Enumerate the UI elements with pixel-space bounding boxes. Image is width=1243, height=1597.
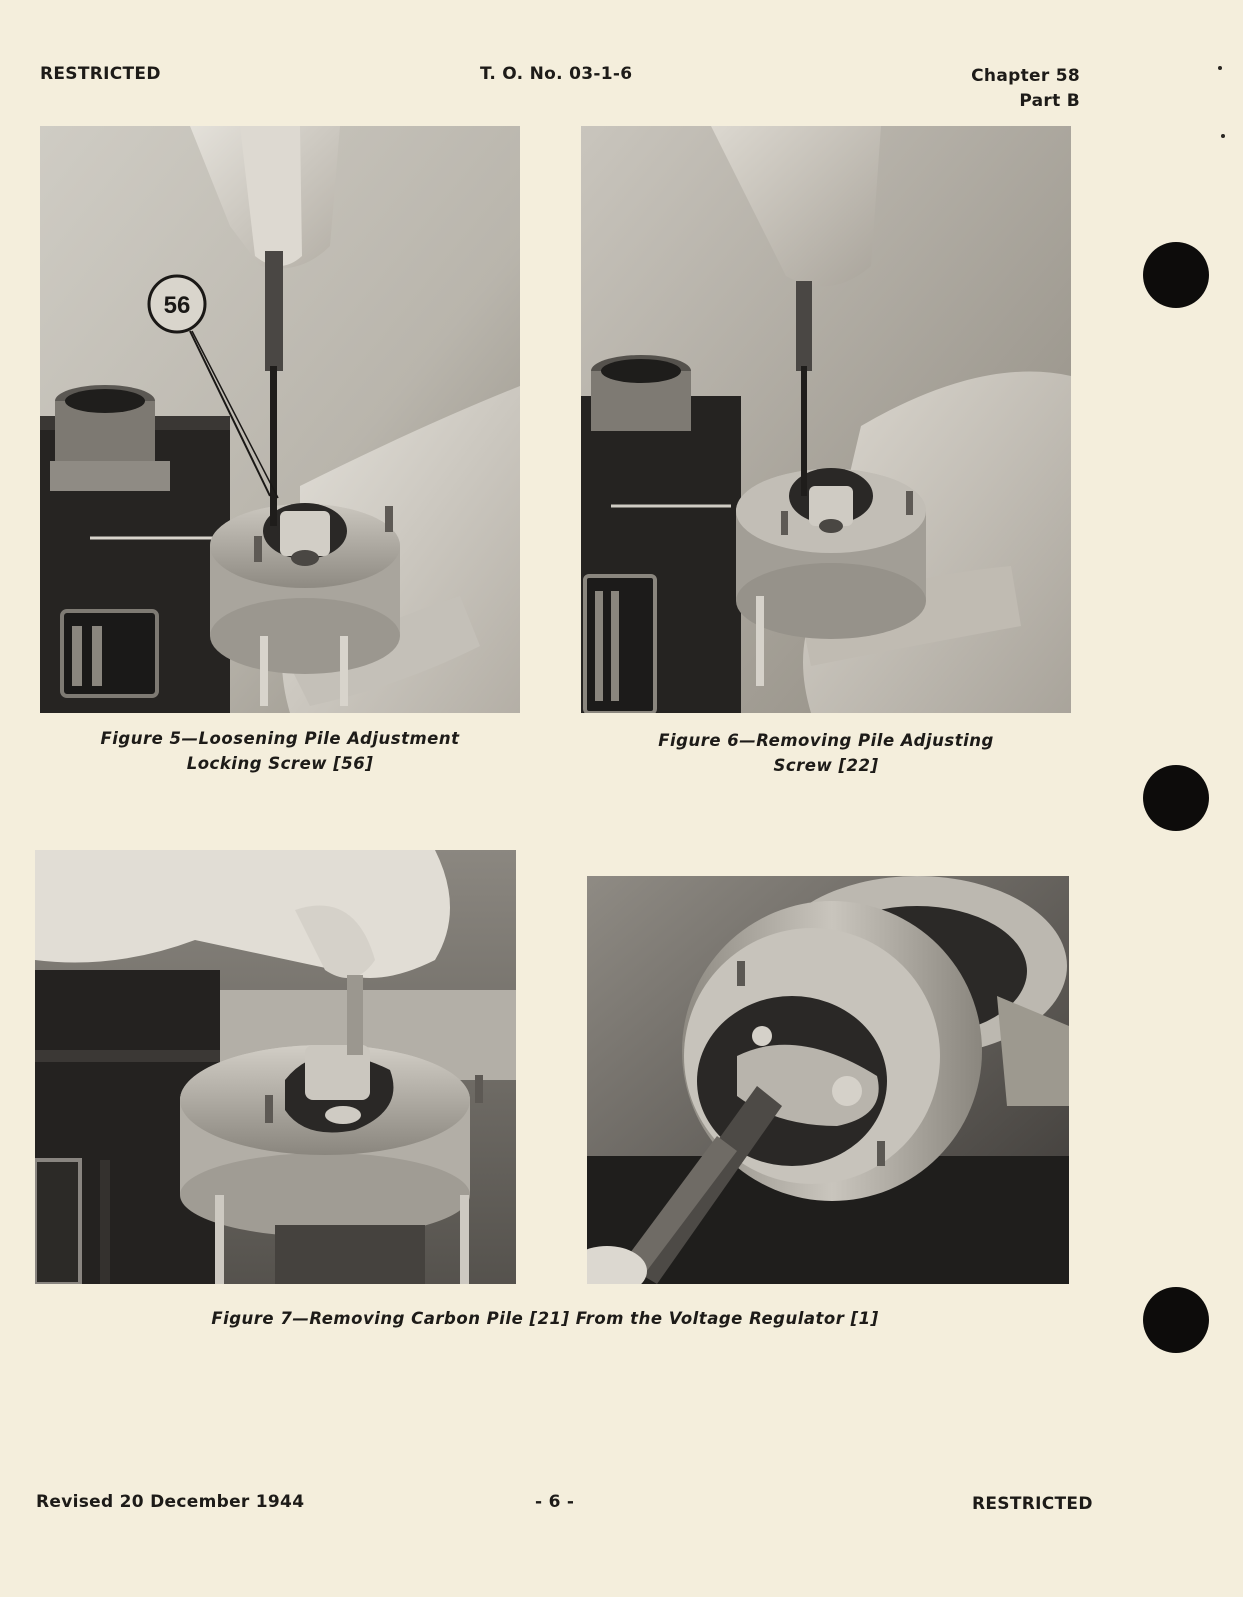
figure-5-photo (40, 126, 520, 713)
header-part: Part B (1019, 91, 1080, 111)
figure-5-caption-line2: Locking Screw [56] (186, 754, 374, 773)
page-number: - 6 - (535, 1492, 575, 1512)
figure-5-caption-line1: Figure 5—Loosening Pile Adjustment (100, 729, 460, 748)
figure-5-callout: 56 (163, 292, 191, 319)
header-classification: RESTRICTED (40, 64, 161, 84)
paper-speck (1221, 134, 1225, 138)
header-chapter-part (971, 64, 1080, 114)
figure-6-caption-line1: Figure 6—Removing Pile Adjusting (658, 731, 994, 750)
header-document-number: T. O. No. 03-1-6 (480, 64, 633, 84)
binder-hole (1143, 242, 1209, 308)
figure-5-caption (40, 726, 520, 776)
figure-7-left-photo (35, 850, 516, 1284)
figure-6-caption-line2: Screw [22] (773, 756, 879, 775)
header-chapter: Chapter 58 (971, 66, 1080, 86)
paper-speck (1218, 66, 1222, 70)
figure-7-right-photo (587, 876, 1069, 1284)
figure-7-caption: Figure 7—Removing Carbon Pile [21] From the Voltage Regulator [1] (211, 1309, 879, 1328)
figure-6-caption (581, 728, 1071, 778)
footer-classification: RESTRICTED (972, 1494, 1093, 1514)
figure-6-photo (581, 126, 1071, 713)
binder-hole (1143, 1287, 1209, 1353)
footer-revision-date: Revised 20 December 1944 (36, 1492, 305, 1512)
binder-hole (1143, 765, 1209, 831)
